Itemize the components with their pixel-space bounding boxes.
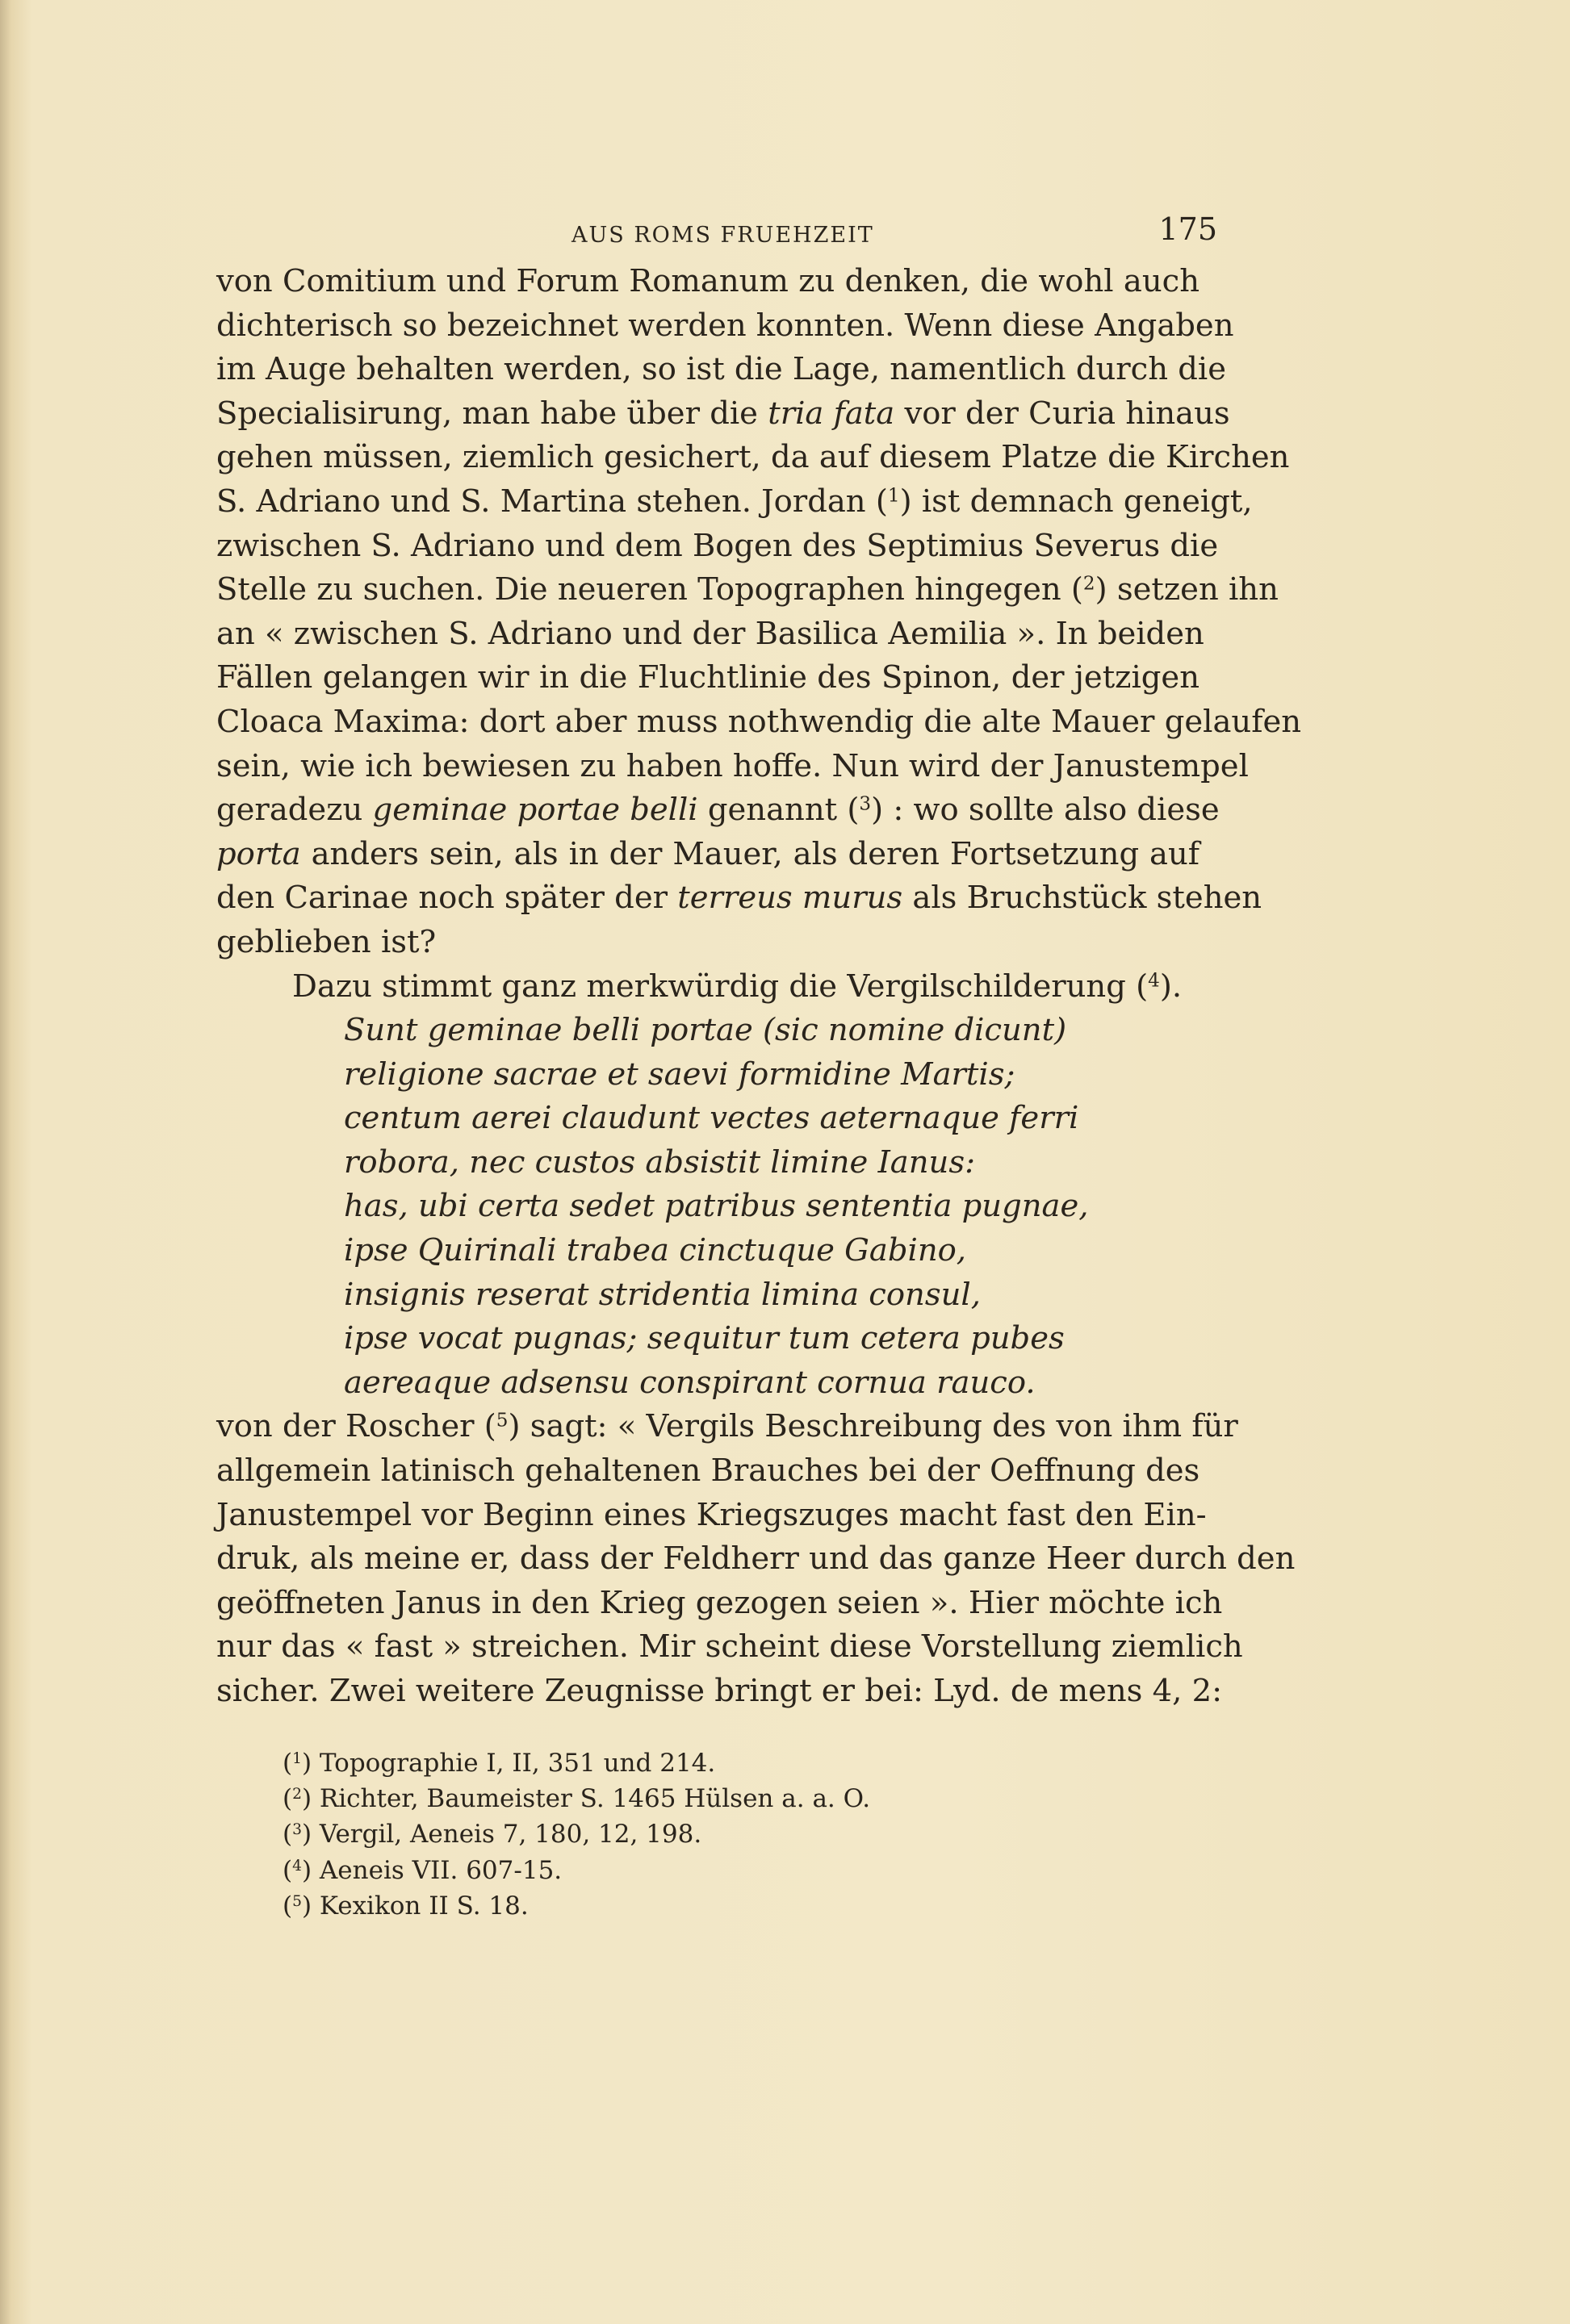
- italic-phrase: geminae portae belli: [372, 792, 698, 829]
- text-line: geblieben ist?: [216, 923, 437, 960]
- footnote-mark: 3: [292, 1821, 302, 1839]
- text-line: dichterisch so bezeichnet werden konnten. Wenn diese Angaben: [216, 307, 1234, 344]
- italic-phrase: terreus murus: [677, 880, 903, 917]
- text-line: sicher. Zwei weitere Zeugnisse bringt er bei: Lyd. de mens 4, 2:: [216, 1673, 1223, 1709]
- paragraph-3: [216, 1405, 1296, 1713]
- text-line: gehen müssen, ziemlich gesichert, da auf diesem Platze die Kirchen: [216, 439, 1290, 476]
- verse-line: aereaque adsensu conspirant cornua rauco.: [344, 1364, 1036, 1401]
- text-line: den Carinae noch später der terreus murus als Bruchstück stehen: [216, 880, 1262, 917]
- text-line: nur das « fast » streichen. Mir scheint diese Vorstellung ziemlich: [216, 1628, 1243, 1666]
- footnotes: [283, 1745, 1090, 1924]
- footnote-mark: 4: [292, 1857, 302, 1875]
- text-line: Fällen gelangen wir in die Fluchtlinie des Spinon, der jetzigen: [216, 659, 1199, 696]
- verse-quotation: [216, 1009, 1199, 1405]
- footnote-mark: 1: [292, 1749, 302, 1767]
- verse-line: Sunt geminae belli portae (sic nomine dicunt): [344, 1012, 1067, 1049]
- text-line: druk, als meine er, dass der Feldherr und das ganze Heer durch den: [216, 1540, 1296, 1578]
- text-line: allgemein latinisch gehaltenen Brauches bei der Oeffnung des: [216, 1452, 1200, 1490]
- verse-line: ipse vocat pugnas; sequitur tum cetera pubes: [344, 1320, 1065, 1357]
- text-line: Cloaca Maxima: dort aber muss nothwendig die alte Mauer gelaufen: [216, 703, 1302, 740]
- footnote: ($^5$) Kexikon II S. 18.: [283, 1891, 529, 1921]
- footnote-ref: 4: [1148, 969, 1160, 991]
- verse-line: robora, nec custos absistit limine Ianus:: [344, 1143, 976, 1181]
- text-line: geöffneten Janus in den Krieg gezogen seien ». Hier möchte ich: [216, 1584, 1223, 1621]
- verse-line: centum aerei claudunt vectes aeternaque ferri: [344, 1100, 1079, 1137]
- text-line: Janustempel vor Beginn eines Kriegszuges macht fast den Ein-: [216, 1496, 1207, 1533]
- footnote-mark: 5: [292, 1892, 302, 1910]
- italic-phrase: porta: [216, 835, 301, 872]
- text-line: Specialisirung, man habe über die tria fata vor der Curia hinaus: [216, 395, 1230, 432]
- text-line: S. Adriano und S. Martina stehen. Jordan ($^1$) ist demnach geneigt,: [216, 483, 1253, 520]
- verse-line: ipse Quirinali trabea cinctuque Gabino,: [344, 1232, 967, 1269]
- text-line: sein, wie ich bewiesen zu haben hoffe. Nun wird der Janustempel: [216, 747, 1249, 784]
- footnote: ($^3$) Vergil, Aeneis 7, 180, 12, 198.: [283, 1820, 702, 1850]
- text-line: im Auge behalten werden, so ist die Lage, namentlich durch die: [216, 351, 1227, 388]
- text-line: an « zwischen S. Adriano und der Basilica Aemilia ». In beiden: [216, 615, 1204, 652]
- page-header: [216, 211, 1217, 260]
- text-line: Stelle zu suchen. Die neueren Topographen hingegen ($^2$) setzen ihn: [216, 571, 1279, 608]
- text-line: von Comitium und Forum Romanum zu denken, die wohl auch: [216, 263, 1199, 299]
- verse-line: has, ubi certa sedet patribus sententia pugnae,: [344, 1188, 1089, 1225]
- text-line: porta anders sein, als in der Mauer, als deren Fortsetzung auf: [216, 835, 1199, 872]
- paragraph-2-intro: [216, 965, 1199, 1009]
- footnote-ref: 2: [1082, 573, 1095, 595]
- footnote: ($^1$) Topographie I, II, 351 und 214.: [283, 1749, 716, 1778]
- text-line: von der Roscher ($^5$) sagt: « Vergils Beschreibung des von ihm für: [216, 1408, 1238, 1445]
- body-text: [216, 260, 1302, 1714]
- italic-phrase: tria fata: [768, 395, 895, 432]
- footnote: ($^4$) Aeneis VII. 607-15.: [283, 1855, 563, 1885]
- text-line: zwischen S. Adriano und dem Bogen des Septimius Severus die: [216, 527, 1219, 564]
- footnote-mark: 2: [292, 1785, 302, 1803]
- text-line: geradezu geminae portae belli genannt ($^3$) : wo sollte also diese: [216, 792, 1220, 829]
- page-number: 175: [1158, 211, 1217, 247]
- verse-line: insignis reserat stridentia limina consul,: [344, 1276, 981, 1313]
- running-title: AUS ROMS FRUEHZEIT: [571, 223, 874, 248]
- footnote-ref: 5: [496, 1410, 509, 1432]
- footnote: ($^2$) Richter, Baumeister S. 1465 Hülsen a. a. O.: [283, 1784, 871, 1814]
- footnote-ref: 1: [887, 485, 900, 507]
- paragraph-1: [216, 260, 1302, 965]
- text-line: Dazu stimmt ganz merkwürdig die Vergilschilderung ($^4$).: [292, 968, 1183, 1005]
- footnote-ref: 3: [859, 793, 872, 815]
- verse-line: religione sacrae et saevi formidine Martis;: [344, 1055, 1015, 1093]
